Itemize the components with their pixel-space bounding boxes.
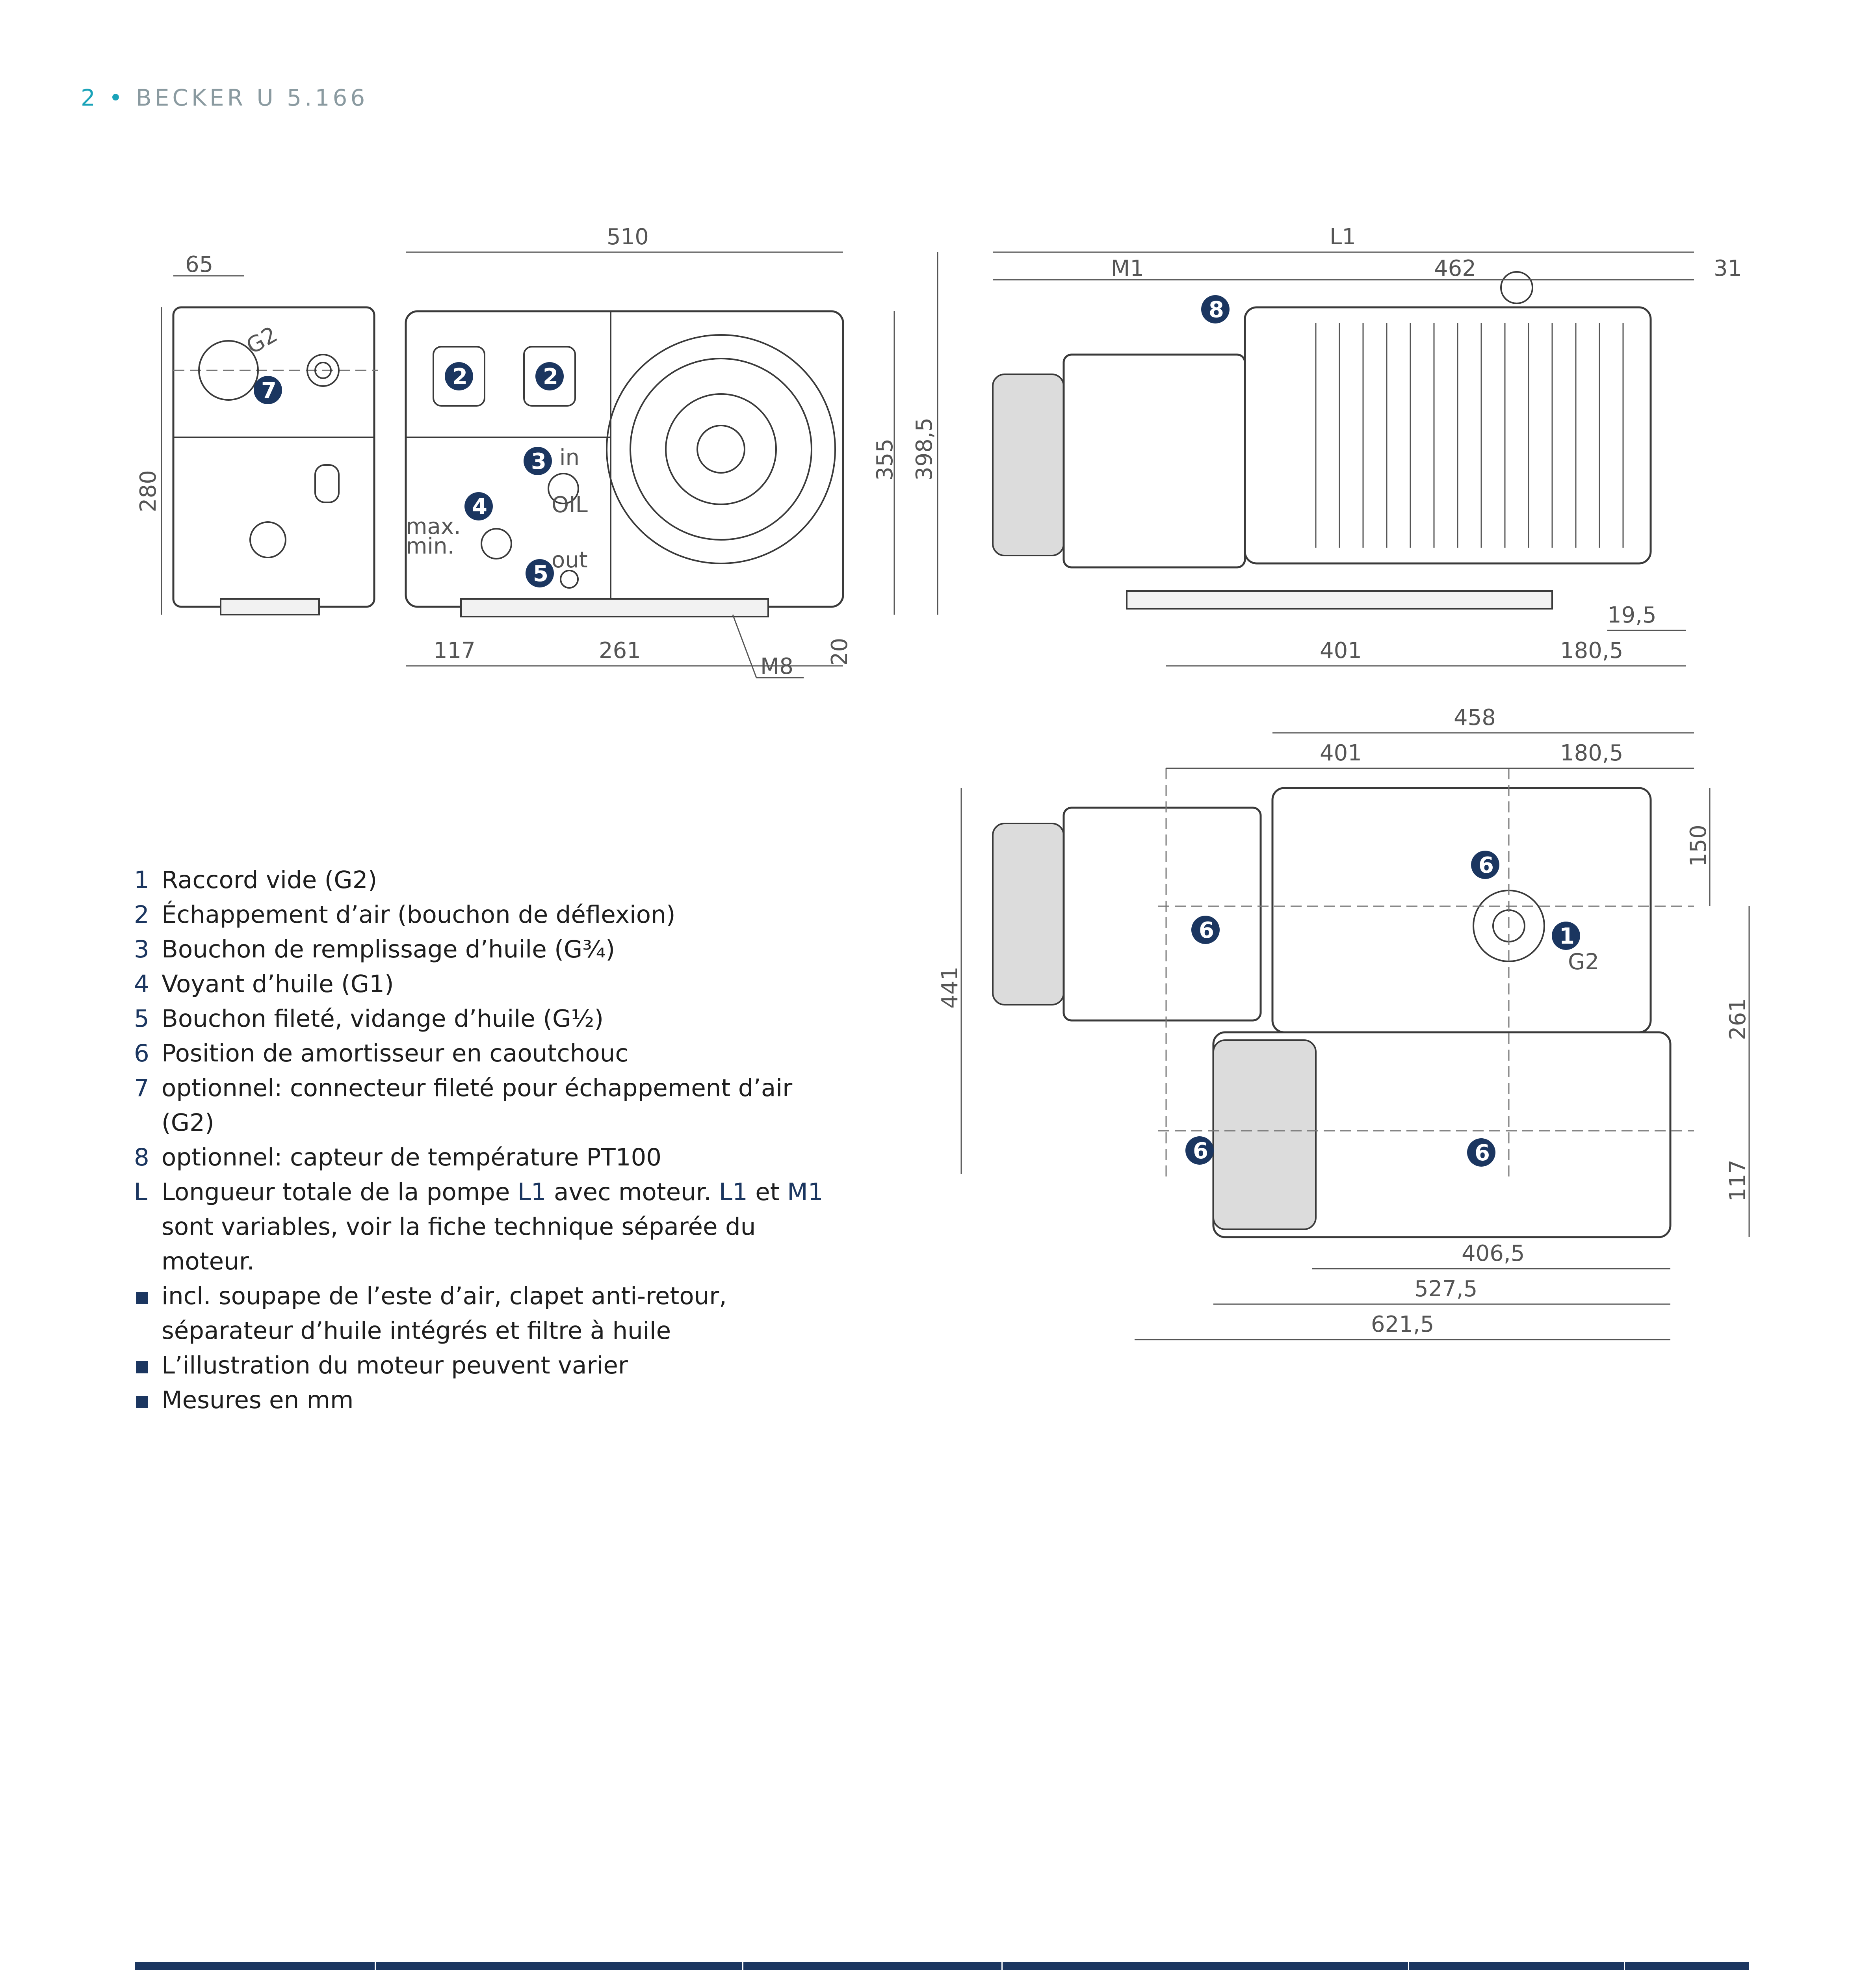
legend-bullet: ▪ L’illustration du moteur peuvent varier xyxy=(134,1351,628,1379)
top-view xyxy=(937,705,1751,1340)
legend-item: 8 optionnel: capteur de température PT100 xyxy=(134,1143,662,1171)
legend xyxy=(134,863,843,1418)
marker-6b xyxy=(1191,916,1220,944)
dim-31: 31 xyxy=(1714,256,1742,281)
dim-m1: M1 xyxy=(1111,256,1144,281)
front-view xyxy=(406,224,938,679)
header-vacuum xyxy=(375,1962,743,1970)
header-flow xyxy=(135,1962,375,1970)
label-min: min. xyxy=(406,533,455,559)
marker-2b xyxy=(535,362,564,390)
dim-65: 65 xyxy=(185,252,214,277)
marker-8 xyxy=(1201,295,1230,323)
svg-text:8: 8 xyxy=(1209,297,1224,323)
dim-180-5-top: 180,5 xyxy=(1560,638,1623,663)
dim-401-top: 401 xyxy=(1320,638,1362,663)
dim-20: 20 xyxy=(827,637,853,666)
legend-bullet: ▪ Mesures en mm xyxy=(134,1386,354,1414)
dim-398-5: 398,5 xyxy=(912,417,937,481)
svg-text:4: 4 xyxy=(472,494,487,520)
marker-6d xyxy=(1467,1138,1495,1167)
header-power xyxy=(743,1962,1002,1970)
label-max: max. xyxy=(406,514,461,539)
legend-item: 2 Échappement d’air (bouchon de déflexion) xyxy=(134,901,676,929)
dim-150: 150 xyxy=(1686,825,1711,867)
legend-item: 4 Voyant d’huile (G1) xyxy=(134,970,394,998)
legend-bullet: ▪ incl. soupape de l’este d’air, clapet anti-retour, séparateur d’huile intégrés et filtre à huile xyxy=(134,1282,727,1345)
side-view xyxy=(136,252,378,615)
marker-6a xyxy=(1471,851,1499,879)
svg-text:6: 6 xyxy=(1479,853,1494,878)
dim-117-front: 117 xyxy=(433,638,476,663)
dim-l1: L1 xyxy=(1330,224,1356,250)
dim-510: 510 xyxy=(607,224,649,250)
header-weight xyxy=(1409,1962,1625,1970)
product-title: BECKER U 5.166 xyxy=(136,84,368,111)
legend-item-l: L Longueur totale de la pompe L1 avec moteur. L1 et M1 sont variables, voir la fiche technique séparée du moteur. xyxy=(134,1178,823,1275)
header-separator: • xyxy=(109,84,126,111)
svg-text:5: 5 xyxy=(533,561,548,587)
marker-1 xyxy=(1552,922,1580,950)
svg-text:2: 2 xyxy=(543,364,558,390)
svg-text:3: 3 xyxy=(531,449,546,474)
legend-item: 3 Bouchon de remplissage d’huile (G¾) xyxy=(134,935,615,963)
svg-text:2: 2 xyxy=(452,364,468,390)
dim-280: 280 xyxy=(136,470,161,512)
dim-401-bottom: 401 xyxy=(1320,740,1362,766)
marker-2a xyxy=(445,362,473,390)
spec-table xyxy=(134,1962,1749,1970)
dim-441: 441 xyxy=(937,966,963,1009)
marker-4 xyxy=(464,492,493,520)
dim-406-5: 406,5 xyxy=(1462,1241,1525,1266)
header-oil xyxy=(1625,1962,1749,1970)
header-noise xyxy=(1002,1962,1409,1970)
svg-text:6: 6 xyxy=(1475,1140,1490,1166)
legend-item: 1 Raccord vide (G2) xyxy=(134,866,377,894)
dim-117-top: 117 xyxy=(1725,1160,1751,1202)
page-number: 2 xyxy=(81,84,98,111)
legend-item: 7 optionnel: connecteur fileté pour échappement d’air (G2) xyxy=(134,1074,793,1137)
marker-5 xyxy=(526,559,554,587)
dim-462: 462 xyxy=(1434,256,1476,281)
dim-458: 458 xyxy=(1454,705,1496,730)
table-header-row xyxy=(135,1962,1750,1970)
dim-261-top: 261 xyxy=(1725,998,1751,1040)
legend-item: 5 Bouchon fileté, vidange d’huile (G½) xyxy=(134,1005,604,1033)
marker-7 xyxy=(254,376,282,404)
motor-side-view xyxy=(993,224,1742,666)
svg-text:7: 7 xyxy=(261,378,277,403)
label-m8: M8 xyxy=(760,654,793,679)
label-out: out xyxy=(552,547,588,573)
legend-item: 6 Position de amortisseur en caoutchouc xyxy=(134,1039,628,1067)
svg-text:1: 1 xyxy=(1559,924,1575,949)
dim-180-5-bottom: 180,5 xyxy=(1560,740,1623,766)
label-in: in xyxy=(559,445,580,470)
dim-261-front: 261 xyxy=(599,638,641,663)
label-g2-top: G2 xyxy=(1568,949,1599,975)
label-oil: OIL xyxy=(552,492,588,518)
dim-19-5: 19,5 xyxy=(1607,602,1657,628)
label-g2-side: G2 xyxy=(242,322,282,360)
dim-527-5: 527,5 xyxy=(1414,1276,1478,1302)
dim-355: 355 xyxy=(872,439,898,481)
svg-text:6: 6 xyxy=(1193,1138,1208,1164)
svg-text:6: 6 xyxy=(1199,918,1214,943)
marker-6c xyxy=(1185,1136,1214,1165)
dim-621-5: 621,5 xyxy=(1371,1312,1434,1337)
marker-3 xyxy=(524,447,552,475)
